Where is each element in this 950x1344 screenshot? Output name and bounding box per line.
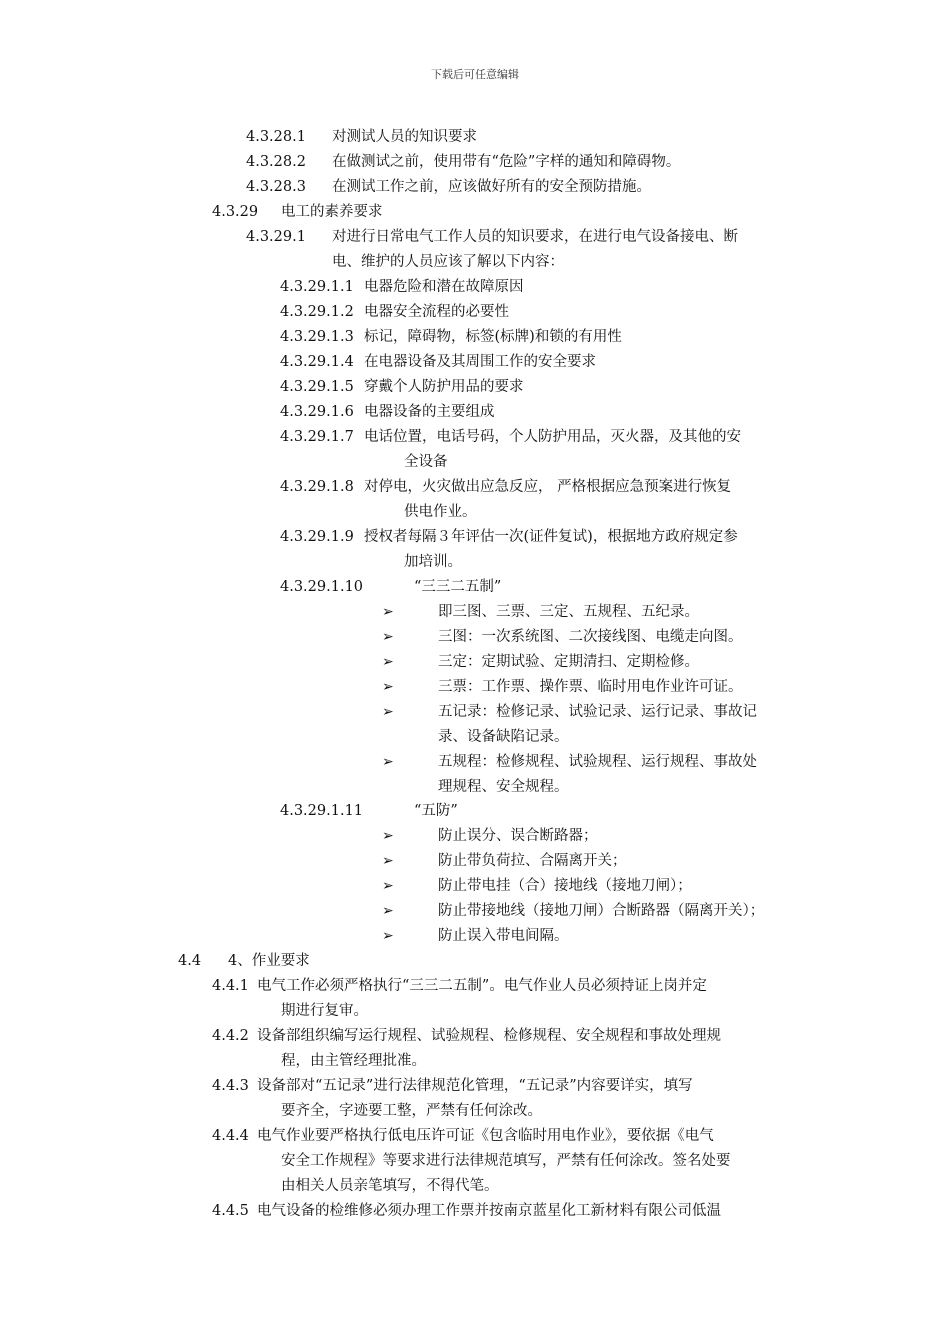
continuation-text: 防止误入带电间隔。	[438, 928, 569, 944]
continuation-text: 三图：一次系统图、二次接线图、电缆走向图。	[438, 629, 743, 645]
section-number: 4.4.1	[212, 978, 249, 994]
continuation-text: 供电作业。	[404, 504, 477, 520]
continuation-text: 防止带负荷拉、合隔离开关；	[438, 853, 627, 869]
section-number: 4.3.29.1.2	[280, 304, 354, 320]
arrow-bullet-icon: ➢	[382, 629, 394, 645]
arrow-bullet-icon: ➢	[382, 754, 394, 770]
section-number: 4.4.2	[212, 1028, 249, 1044]
section-number: 4.3.29.1.11	[280, 803, 364, 819]
section-number: 4.3.29.1.3	[280, 329, 354, 345]
continuation-text: 防止误分、误合断路器；	[438, 828, 598, 844]
section-number: 4.3.28.2	[246, 154, 306, 170]
section-text: 电器安全流程的必要性	[364, 304, 509, 320]
arrow-bullet-icon: ➢	[382, 853, 394, 869]
continuation-text: 理规程、安全规程。	[438, 779, 569, 795]
section-number: 4.3.29.1.4	[280, 354, 354, 370]
arrow-bullet-icon: ➢	[382, 928, 394, 944]
section-text: 电工的素养要求	[281, 204, 383, 220]
continuation-text: 防止带电挂（合）接地线（接地刀闸）；	[438, 878, 692, 894]
arrow-bullet-icon: ➢	[382, 878, 394, 894]
section-text: 4、作业要求	[228, 953, 310, 969]
continuation-text: 五记录：检修记录、试验记录、运行记录、事故记	[438, 704, 757, 720]
continuation-text: 程，由主管经理批准。	[281, 1053, 426, 1069]
continuation-text: 要齐全，字迹要工整，严禁有任何涂改。	[281, 1103, 542, 1119]
section-text: “五防”	[414, 803, 458, 819]
section-number: 4.4.3	[212, 1078, 249, 1094]
section-number: 4.4	[178, 953, 202, 969]
section-number: 4.4.4	[212, 1128, 249, 1144]
arrow-bullet-icon: ➢	[382, 654, 394, 670]
section-number: 4.4.5	[212, 1203, 249, 1219]
section-number: 4.3.29.1.6	[280, 404, 354, 420]
section-number: 4.3.28.1	[246, 129, 306, 145]
section-text: 设备部组织编写运行规程、试验规程、检修规程、安全规程和事故处理规	[257, 1028, 721, 1044]
section-text: 电气工作必须严格执行“三三二五制”。电气作业人员必须持证上岗并定	[257, 978, 707, 994]
section-text: 在做测试之前，使用带有“危险”字样的通知和障碍物。	[332, 154, 681, 170]
section-number: 4.3.29.1.10	[280, 579, 364, 595]
continuation-text: 防止带接地线（接地刀闸）合断路器（隔离开关）；	[438, 903, 765, 919]
section-text: 电器设备的主要组成	[364, 404, 495, 420]
continuation-text: 三定：定期试验、定期清扫、定期检修。	[438, 654, 699, 670]
section-text: 电气设备的检维修必须办理工作票并按南京蓝星化工新材料有限公司低温	[257, 1203, 721, 1219]
section-text: “三三二五制”	[414, 579, 502, 595]
section-number: 4.3.29.1.7	[280, 429, 354, 445]
section-text: 对测试人员的知识要求	[332, 129, 477, 145]
page-header: 下载后可任意编辑	[431, 68, 519, 81]
section-text: 穿戴个人防护用品的要求	[364, 379, 524, 395]
continuation-text: 录、设备缺陷记录。	[438, 729, 569, 745]
arrow-bullet-icon: ➢	[382, 604, 394, 620]
section-number: 4.3.29.1.5	[280, 379, 354, 395]
continuation-text: 电、维护的人员应该了解以下内容：	[332, 254, 564, 270]
continuation-text: 即三图、三票、三定、五规程、五纪录。	[438, 604, 699, 620]
section-text: 设备部对“五记录”进行法律规范化管理，“五记录”内容要详实，填写	[257, 1078, 693, 1094]
continuation-text: 五规程：检修规程、试验规程、运行规程、事故处	[438, 754, 757, 770]
section-text: 授权者每隔３年评估一次(证件复试)，根据地方政府规定参	[364, 529, 738, 545]
continuation-text: 三票：工作票、操作票、临时用电作业许可证。	[438, 679, 743, 695]
section-text: 标记，障碍物，标签(标牌)和锁的有用性	[364, 329, 622, 345]
section-number: 4.3.29.1.9	[280, 529, 354, 545]
section-number: 4.3.28.3	[246, 179, 306, 195]
section-number: 4.3.29	[212, 204, 259, 220]
continuation-text: 加培训。	[404, 554, 462, 570]
section-text: 电器危险和潜在故障原因	[364, 279, 524, 295]
section-number: 4.3.29.1.8	[280, 479, 354, 495]
arrow-bullet-icon: ➢	[382, 704, 394, 720]
arrow-bullet-icon: ➢	[382, 679, 394, 695]
section-text: 在测试工作之前，应该做好所有的安全预防措施。	[332, 179, 651, 195]
section-text: 对停电，火灾做出应急反应， 严格根据应急预案进行恢复	[364, 479, 732, 495]
continuation-text: 期进行复审。	[281, 1003, 368, 1019]
continuation-text: 由相关人员亲笔填写，不得代笔。	[281, 1178, 499, 1194]
continuation-text: 安全工作规程》等要求进行法律规范填写，严禁有任何涂改。签名处要	[281, 1153, 731, 1169]
section-number: 4.3.29.1.1	[280, 279, 354, 295]
section-text: 对进行日常电气工作人员的知识要求，在进行电气设备接电、断	[332, 229, 738, 245]
section-text: 电话位置，电话号码，个人防护用品，灭火器，及其他的安	[364, 429, 741, 445]
section-text: 在电器设备及其周围工作的安全要求	[364, 354, 596, 370]
arrow-bullet-icon: ➢	[382, 903, 394, 919]
arrow-bullet-icon: ➢	[382, 828, 394, 844]
continuation-text: 全设备	[404, 454, 448, 470]
section-number: 4.3.29.1	[246, 229, 306, 245]
section-text: 电气作业要严格执行低电压许可证《包含临时用电作业》，要依据《电气	[257, 1128, 714, 1144]
